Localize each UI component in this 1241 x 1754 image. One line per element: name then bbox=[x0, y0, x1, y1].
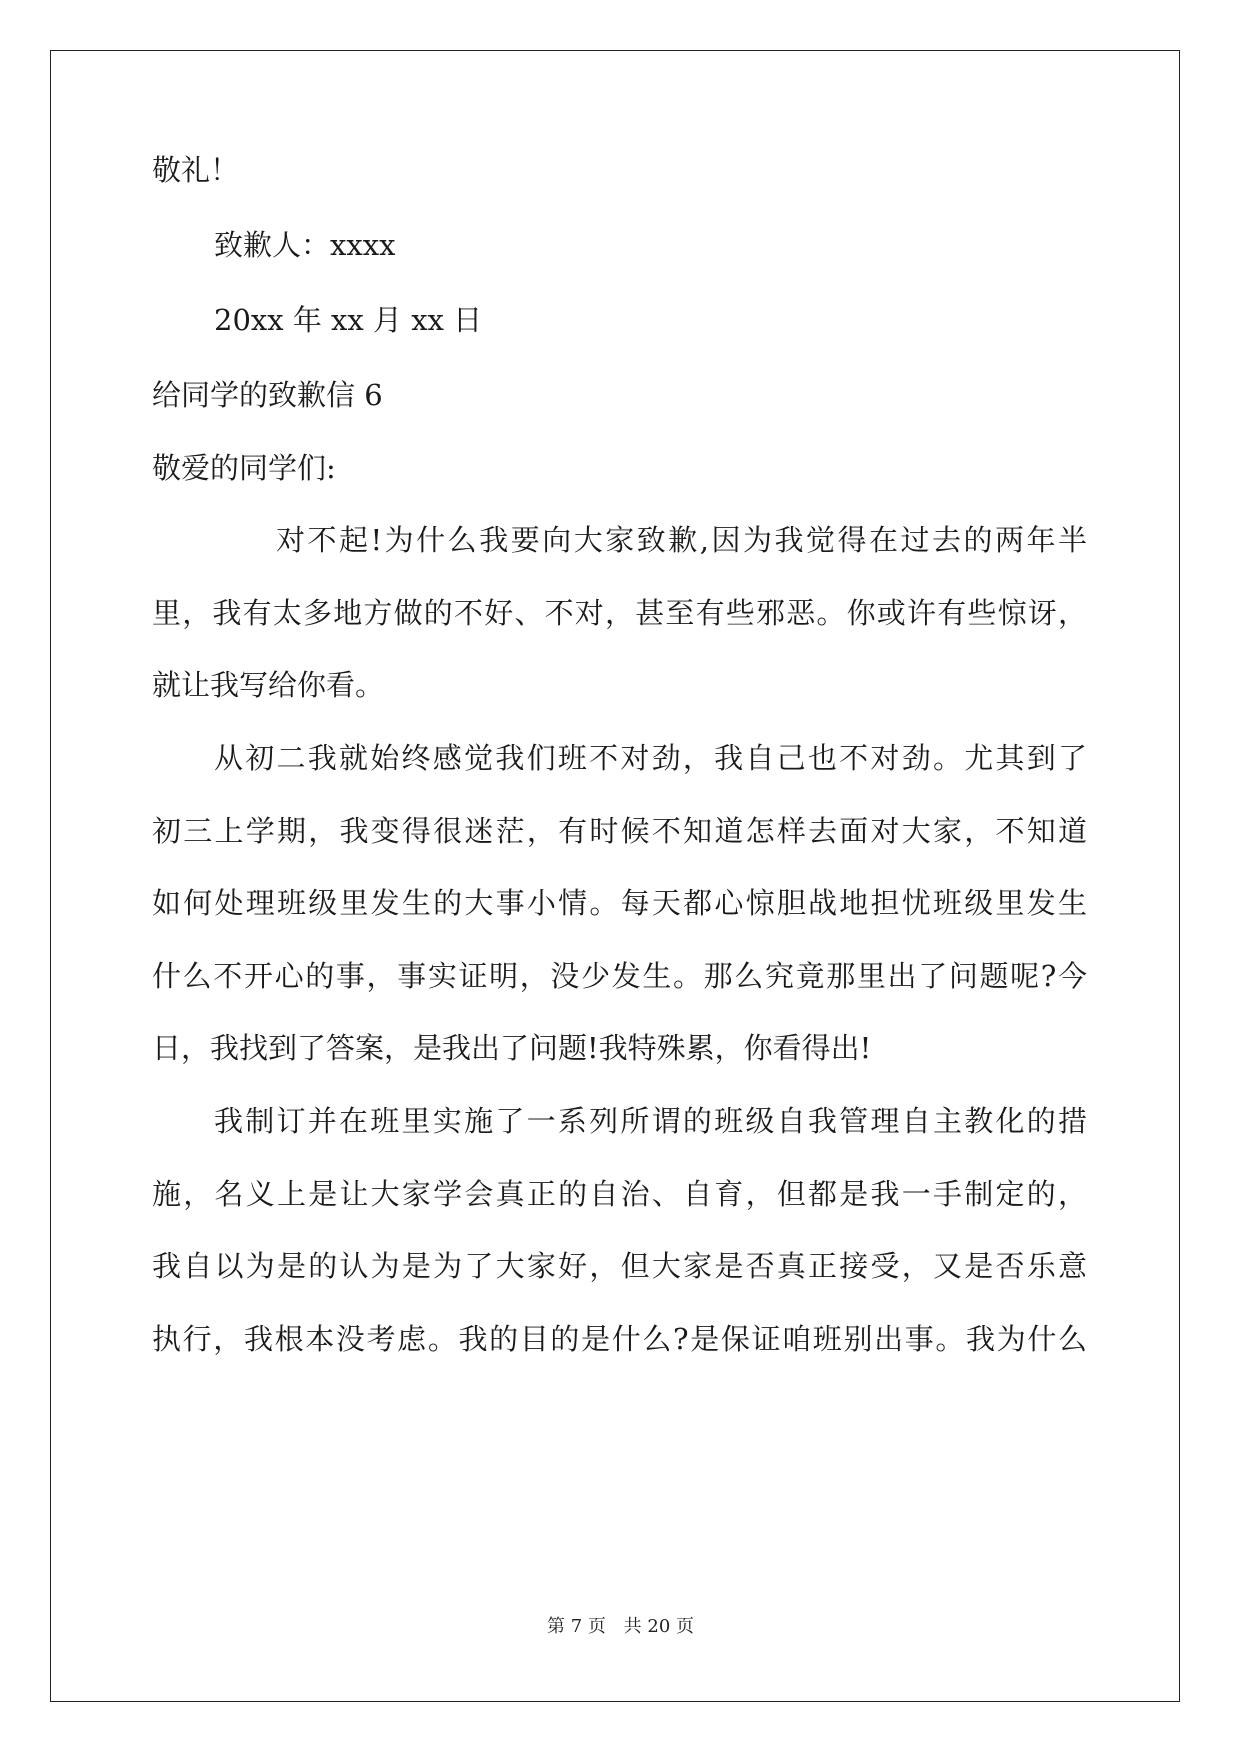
closing-signer: 致歉人：xxxx bbox=[214, 228, 396, 262]
letter-title: 给同学的致歉信 6 bbox=[152, 378, 383, 412]
paragraph-1-line-1: 对不起!为什么我要向大家致歉,因为我觉得在过去的两年半 bbox=[276, 523, 1087, 557]
paragraph-2-line-5: 日，我找到了答案，是我出了问题!我特殊累，你看得出! bbox=[152, 1031, 872, 1065]
page-border bbox=[50, 50, 1180, 1702]
paragraph-3-line-4: 执行，我根本没考虑。我的目的是什么?是保证咱班别出事。我为什么 bbox=[152, 1322, 1087, 1356]
page-number: 第 7 页 bbox=[547, 1616, 606, 1637]
closing-salute: 敬礼！ bbox=[152, 153, 240, 187]
page-total: 共 20 页 bbox=[623, 1616, 694, 1637]
page-footer bbox=[0, 1615, 1241, 1639]
paragraph-2-line-2: 初三上学期，我变得很迷茫，有时候不知道怎样去面对大家，不知道 bbox=[152, 814, 1087, 848]
paragraph-2-line-4: 什么不开心的事，事实证明，没少发生。那么究竟那里出了问题呢?今 bbox=[152, 959, 1087, 993]
paragraph-1-line-2: 里，我有太多地方做的不好、不对，甚至有些邪恶。你或许有些惊讶， bbox=[152, 596, 1087, 630]
paragraph-2-line-1: 从初二我就始终感觉我们班不对劲，我自己也不对劲。尤其到了 bbox=[214, 741, 1087, 775]
paragraph-1-line-3: 就让我写给你看。 bbox=[152, 668, 385, 702]
letter-greeting: 敬爱的同学们: bbox=[152, 451, 336, 485]
closing-date: 20xx 年 xx 月 xx 日 bbox=[214, 303, 483, 337]
paragraph-3-line-3: 我自以为是的认为是为了大家好，但大家是否真正接受，又是否乐意 bbox=[152, 1249, 1087, 1283]
paragraph-3-line-2: 施，名义上是让大家学会真正的自治、自育，但都是我一手制定的， bbox=[152, 1177, 1087, 1211]
paragraph-3-line-1: 我制订并在班里实施了一系列所谓的班级自我管理自主教化的措 bbox=[214, 1104, 1087, 1138]
paragraph-2-line-3: 如何处理班级里发生的大事小情。每天都心惊胆战地担忧班级里发生 bbox=[152, 886, 1087, 920]
